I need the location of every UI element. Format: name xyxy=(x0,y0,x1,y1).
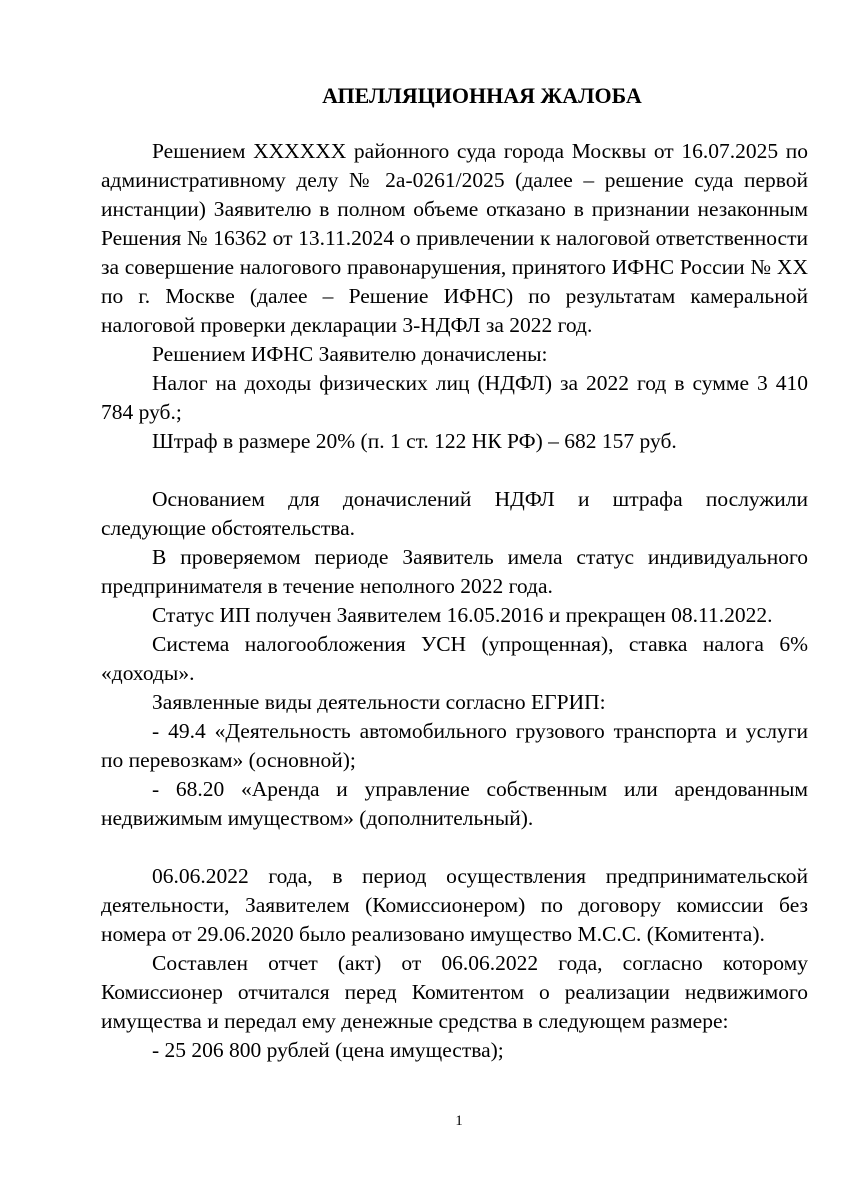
paragraph-ip-dates: Статус ИП получен Заявителем 16.05.2016 и прекращен 08.11.2022. xyxy=(152,603,773,627)
list-item-activity-additional: - 68.20 «Аренда и управление собственным или арендованным недвижимым имуществом» (дополнительный). xyxy=(101,777,808,830)
paragraph-tax-amount: Налог на доходы физических лиц (НДФЛ) за 2022 год в сумме 3 410 784 руб.; xyxy=(101,371,808,424)
list-item-property-price: - 25 206 800 рублей (цена имущества); xyxy=(152,1038,504,1062)
page-number: 1 xyxy=(455,1113,463,1129)
paragraph-report: Составлен отчет (акт) от 06.06.2022 года, согласно которому Комиссионер отчитался перед Комитентом о реализации недвижимого имущества и передал ему денежные средства в следующем размере: xyxy=(101,951,808,1033)
list-item-activity-main: - 49.4 «Деятельность автомобильного грузового транспорта и услуги по перевозкам» (основной); xyxy=(101,719,808,772)
paragraph-court-decision: Решением XXXXXX районного суда города Москвы от 16.07.2025 по административному делу № 2а-0261/2025 (далее – решение суда первой инстанции) Заявителю в полном объеме отказано в признании незаконным Решения № 16362 от 13.11.2024 о привлечении к налоговой ответственности за совершение налогового правонарушения, принятого ИФНС России № XX по г. Москве (далее – Решение ИФНС) по результатам камеральной налоговой проверки декларации 3-НДФЛ за 2022 год. xyxy=(101,139,808,337)
paragraph-ip-status: В проверяемом периоде Заявитель имела статус индивидуального предпринимателя в течение неполного 2022 года. xyxy=(101,545,808,598)
paragraph-grounds: Основанием для доначислений НДФЛ и штрафа послужили следующие обстоятельства. xyxy=(101,487,808,540)
spacer xyxy=(101,456,808,485)
paragraph-activities-intro: Заявленные виды деятельности согласно ЕГРИП: xyxy=(152,690,606,714)
document-title: АПЕЛЛЯЦИОННАЯ ЖАЛОБА xyxy=(322,83,642,108)
paragraph-fine-amount: Штраф в размере 20% (п. 1 ст. 122 НК РФ) – 682 157 руб. xyxy=(152,429,677,453)
spacer xyxy=(101,833,808,862)
paragraph-sale: 06.06.2022 года, в период осуществления предпринимательской деятельности, Заявителем (Комиссионером) по договору комиссии без номера от 29.06.2020 было реализовано имущество М.С.С. (Комитента). xyxy=(101,864,808,946)
paragraph-assessments-intro: Решением ИФНС Заявителю доначислены: xyxy=(152,342,548,366)
paragraph-tax-system: Система налогообложения УСН (упрощенная), ставка налога 6% «доходы». xyxy=(101,632,808,685)
document-body xyxy=(101,137,808,1065)
